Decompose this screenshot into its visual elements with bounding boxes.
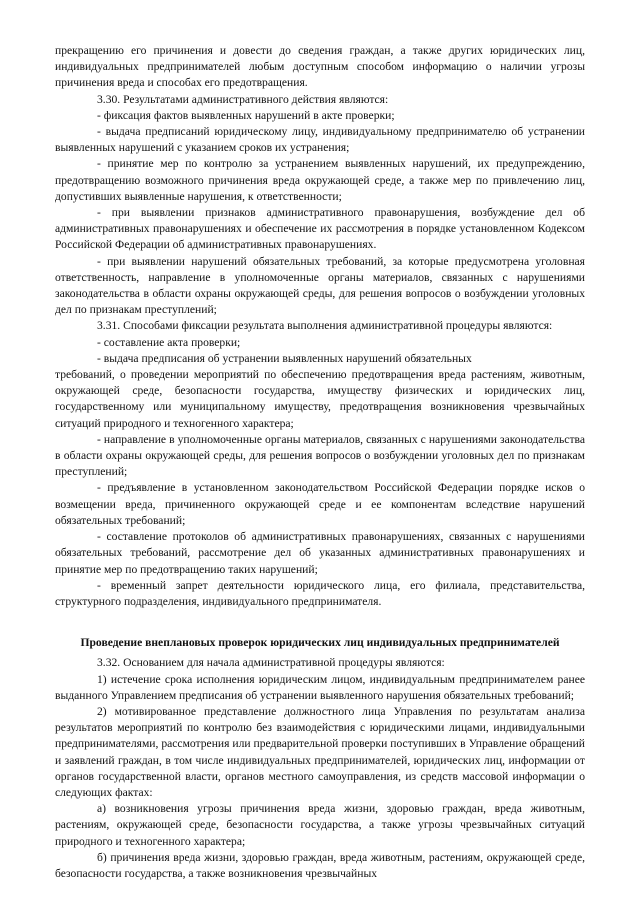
- list-item-prescription-issue: - выдача предписания об устранении выявленных нарушений обязательных: [97, 351, 472, 365]
- list-item-control-measures: - принятие мер по контролю за устранением выявленных нарушений, их предупреждению, предотвращению возможного причинения вреда окружающей среде, а также мер по привлечению лиц, допустивших выявленные нарушения, к ответственности;: [55, 157, 585, 203]
- section-heading: Проведение внеплановых проверок юридических лиц индивидуальных предпринимателей: [80, 636, 560, 650]
- list-item-a-threat-of-harm: а) возникновения угрозы причинения вреда жизни, здоровью граждан, вреда животным, растениям, окружающей среде, безопасности государства, а также угрозы чрезвычайных ситуаций природного и техногенного характера;: [55, 802, 585, 848]
- list-item-criminal-liability: - при выявлении нарушений обязательных требований, за которые предусмотрена уголовная ответственность, направление в уполномоченные органы материалов, связанных с нарушениями законодательства в области охраны окружающей среды, для решения вопросов о возбуждении уголовных дел по признакам преступлений;: [55, 254, 585, 317]
- paragraph-3-32: 3.32. Основанием для начала административной процедуры являются:: [97, 656, 445, 670]
- list-item-fixation: - фиксация фактов выявленных нарушений в акте проверки;: [97, 108, 395, 122]
- paragraph-requirements-continuation: требований, о проведении мероприятий по обеспечению предотвращения вреда растениям, животным, окружающей среде, безопасности государства, имуществу физических и юридических лиц, государственному или муниципальному имуществу, предотвращения возникновения чрезвычайных ситуаций природного и техногенного характера;: [55, 368, 585, 430]
- list-item-materials-referral: - направление в уполномоченные органы материалов, связанных с нарушениями законодательства в области охраны окружающей среды, для решения вопросов о возбуждении уголовных дел по признакам преступлений;: [55, 432, 585, 479]
- list-item-1-deadline-expired: 1) истечение срока исполнения юридическим лицом, индивидуальным предпринимателем ранее выданного Управлением предписания об устранении выявленного нарушения обязательных требований;: [55, 672, 585, 702]
- list-item-administrative-offense: - при выявлении признаков административного правонарушения, возбуждение дел об административных правонарушениях и обеспечение их рассмотрения в порядке установленном Кодексом Российской Федерации об административных правонарушениях.: [55, 206, 585, 252]
- paragraph-continuation: прекращению его причинения и довести до сведения граждан, а также других юридических лиц, индивидуальных предпринимателей любым доступным способом информацию о наличии угрозы причинения вреда и способах его предотвращения.: [55, 44, 585, 90]
- list-item-protocols: - составление протоколов об административных правонарушениях, связанных с нарушениями обязательных требований, рассмотрение дел об указанных административных правонарушениях и принятие мер по предотвращению таких нарушений;: [55, 530, 585, 576]
- list-item-2-motivated-submission: 2) мотивированное представление должностного лица Управления по результатам анализа результатов мероприятий по контролю без взаимодействия с юридическими лицами, индивидуальными предпринимателями, рассмотрения или предварительной проверки поступивших в Управление обращений и заявлений граждан, в том числе индивидуальных предпринимателей, юридических лиц, информации от органов государственной власти, органов местного самоуправления, из средств массовой информации о следующих фактах:: [55, 704, 585, 799]
- paragraph-3-30: 3.30. Результатами административного действия являются:: [97, 92, 389, 106]
- list-item-damage-claims: - предъявление в установленном законодательством Российской Федерации порядке исков о возмещении вреда, причиненного окружающей среде и ее компонентам вследствие нарушений обязательных требований;: [55, 481, 585, 527]
- list-item-temporary-ban: - временный запрет деятельности юридического лица, его филиала, представительства, структурного подразделения, индивидуального предпринимателя.: [55, 578, 585, 608]
- paragraph-3-31: 3.31. Способами фиксации результата выполнения административной процедуры являются:: [97, 319, 553, 333]
- list-item-prescriptions: - выдача предписаний юридическому лицу, индивидуальному предпринимателю об устранении выявленных нарушений с указанием сроков их устранения;: [55, 125, 585, 155]
- list-item-b-harm-caused: б) причинения вреда жизни, здоровью граждан, вреда животным, растениям, окружающей среде, безопасности государства, а также возникновения чрезвычайных: [55, 850, 585, 880]
- list-item-inspection-act: - составление акта проверки;: [97, 335, 241, 349]
